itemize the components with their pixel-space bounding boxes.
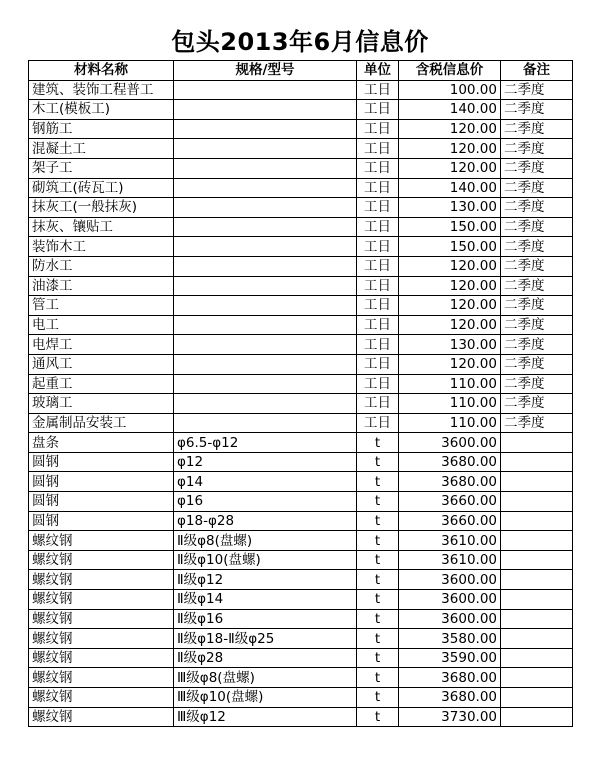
cell-unit: t [357, 590, 399, 610]
cell-spec: φ14 [174, 472, 357, 492]
cell-spec [174, 394, 357, 414]
cell-material-name: 圆钢 [29, 472, 174, 492]
cell-spec [174, 335, 357, 355]
cell-price: 3600.00 [399, 590, 501, 610]
table-header-row [29, 61, 573, 81]
cell-unit: 工日 [357, 276, 399, 296]
cell-spec: φ16 [174, 492, 357, 512]
cell-material-name: 螺纹钢 [29, 688, 174, 708]
cell-price: 150.00 [399, 237, 501, 257]
cell-note: 二季度 [501, 354, 573, 374]
cell-unit: 工日 [357, 296, 399, 316]
cell-unit: t [357, 511, 399, 531]
table-row [29, 119, 573, 139]
table-body [29, 80, 573, 727]
cell-spec [174, 100, 357, 120]
cell-price: 120.00 [399, 119, 501, 139]
cell-note: 二季度 [501, 178, 573, 198]
cell-material-name: 通风工 [29, 354, 174, 374]
cell-spec: Ⅱ级φ18-Ⅱ级φ25 [174, 629, 357, 649]
cell-spec [174, 217, 357, 237]
table-row [29, 590, 573, 610]
cell-material-name: 木工(模板工) [29, 100, 174, 120]
cell-material-name: 建筑、装饰工程普工 [29, 80, 174, 100]
cell-material-name: 金属制品安装工 [29, 413, 174, 433]
cell-price: 3660.00 [399, 492, 501, 512]
cell-material-name: 电工 [29, 315, 174, 335]
cell-note: 二季度 [501, 374, 573, 394]
cell-spec: Ⅱ级φ28 [174, 648, 357, 668]
cell-unit: t [357, 668, 399, 688]
table-row [29, 394, 573, 414]
cell-unit: t [357, 550, 399, 570]
cell-price: 3610.00 [399, 531, 501, 551]
cell-price: 3610.00 [399, 550, 501, 570]
cell-note: 二季度 [501, 315, 573, 335]
cell-note [501, 688, 573, 708]
cell-price: 140.00 [399, 100, 501, 120]
cell-spec: Ⅱ级φ12 [174, 570, 357, 590]
table-row [29, 296, 573, 316]
cell-note: 二季度 [501, 100, 573, 120]
cell-material-name: 油漆工 [29, 276, 174, 296]
table-row [29, 511, 573, 531]
cell-material-name: 起重工 [29, 374, 174, 394]
table-row [29, 413, 573, 433]
cell-unit: 工日 [357, 80, 399, 100]
cell-note [501, 472, 573, 492]
cell-price: 3680.00 [399, 688, 501, 708]
cell-price: 110.00 [399, 413, 501, 433]
cell-spec [174, 119, 357, 139]
cell-price: 120.00 [399, 276, 501, 296]
cell-unit: 工日 [357, 217, 399, 237]
cell-note [501, 433, 573, 453]
cell-spec [174, 354, 357, 374]
cell-material-name: 圆钢 [29, 452, 174, 472]
cell-note: 二季度 [501, 335, 573, 355]
cell-material-name: 螺纹钢 [29, 707, 174, 727]
cell-spec [174, 374, 357, 394]
column-header-price: 含税信息价 [399, 61, 501, 81]
table-row [29, 256, 573, 276]
cell-unit: 工日 [357, 413, 399, 433]
cell-material-name: 管工 [29, 296, 174, 316]
cell-unit: t [357, 492, 399, 512]
table-row [29, 178, 573, 198]
cell-note: 二季度 [501, 198, 573, 218]
cell-price: 3600.00 [399, 570, 501, 590]
cell-price: 3680.00 [399, 668, 501, 688]
cell-material-name: 螺纹钢 [29, 570, 174, 590]
cell-unit: 工日 [357, 119, 399, 139]
cell-spec [174, 276, 357, 296]
cell-unit: t [357, 688, 399, 708]
table-row [29, 100, 573, 120]
cell-note: 二季度 [501, 80, 573, 100]
table-row [29, 707, 573, 727]
cell-unit: 工日 [357, 139, 399, 159]
cell-note [501, 452, 573, 472]
cell-spec [174, 413, 357, 433]
cell-price: 120.00 [399, 256, 501, 276]
cell-note [501, 550, 573, 570]
table-row [29, 629, 573, 649]
cell-spec [174, 80, 357, 100]
cell-price: 120.00 [399, 315, 501, 335]
cell-note [501, 707, 573, 727]
cell-material-name: 砌筑工(砖瓦工) [29, 178, 174, 198]
cell-unit: 工日 [357, 100, 399, 120]
cell-note [501, 511, 573, 531]
cell-spec [174, 237, 357, 257]
table-row [29, 531, 573, 551]
cell-unit: t [357, 570, 399, 590]
cell-material-name: 装饰木工 [29, 237, 174, 257]
cell-unit: 工日 [357, 374, 399, 394]
cell-unit: 工日 [357, 237, 399, 257]
cell-unit: 工日 [357, 315, 399, 335]
cell-note: 二季度 [501, 237, 573, 257]
cell-material-name: 防水工 [29, 256, 174, 276]
cell-price: 3730.00 [399, 707, 501, 727]
cell-material-name: 螺纹钢 [29, 648, 174, 668]
cell-spec [174, 139, 357, 159]
cell-spec [174, 158, 357, 178]
cell-material-name: 螺纹钢 [29, 629, 174, 649]
cell-note: 二季度 [501, 394, 573, 414]
table-row [29, 217, 573, 237]
cell-unit: 工日 [357, 198, 399, 218]
table-row [29, 237, 573, 257]
table-row [29, 688, 573, 708]
cell-material-name: 螺纹钢 [29, 668, 174, 688]
cell-note [501, 668, 573, 688]
cell-spec [174, 198, 357, 218]
table-row [29, 570, 573, 590]
cell-spec: Ⅱ级φ16 [174, 609, 357, 629]
cell-material-name: 圆钢 [29, 492, 174, 512]
cell-unit: 工日 [357, 178, 399, 198]
cell-price: 3680.00 [399, 452, 501, 472]
table-row [29, 472, 573, 492]
cell-unit: t [357, 609, 399, 629]
cell-note: 二季度 [501, 296, 573, 316]
cell-material-name: 圆钢 [29, 511, 174, 531]
cell-note [501, 629, 573, 649]
cell-price: 140.00 [399, 178, 501, 198]
cell-price: 3600.00 [399, 433, 501, 453]
cell-material-name: 盘条 [29, 433, 174, 453]
cell-price: 130.00 [399, 335, 501, 355]
cell-spec [174, 256, 357, 276]
cell-note: 二季度 [501, 276, 573, 296]
cell-material-name: 螺纹钢 [29, 550, 174, 570]
column-header-note: 备注 [501, 61, 573, 81]
cell-price: 150.00 [399, 217, 501, 237]
table-row [29, 354, 573, 374]
cell-spec [174, 296, 357, 316]
table-row [29, 315, 573, 335]
cell-material-name: 螺纹钢 [29, 590, 174, 610]
cell-unit: 工日 [357, 335, 399, 355]
table-row [29, 335, 573, 355]
cell-note [501, 570, 573, 590]
cell-material-name: 电焊工 [29, 335, 174, 355]
table-row [29, 648, 573, 668]
cell-note [501, 590, 573, 610]
cell-spec: φ12 [174, 452, 357, 472]
cell-material-name: 抹灰工(一般抹灰) [29, 198, 174, 218]
cell-price: 120.00 [399, 139, 501, 159]
cell-price: 110.00 [399, 374, 501, 394]
cell-note [501, 492, 573, 512]
cell-material-name: 架子工 [29, 158, 174, 178]
cell-unit: 工日 [357, 256, 399, 276]
cell-unit: 工日 [357, 158, 399, 178]
table-row [29, 433, 573, 453]
cell-unit: t [357, 629, 399, 649]
cell-unit: 工日 [357, 394, 399, 414]
cell-price: 3590.00 [399, 648, 501, 668]
table-row [29, 80, 573, 100]
table-row [29, 198, 573, 218]
cell-price: 110.00 [399, 394, 501, 414]
page-title: 包头2013年6月信息价 [171, 28, 429, 56]
column-header-unit: 单位 [357, 61, 399, 81]
cell-material-name: 混凝土工 [29, 139, 174, 159]
cell-note: 二季度 [501, 158, 573, 178]
cell-unit: t [357, 472, 399, 492]
cell-price: 3660.00 [399, 511, 501, 531]
cell-unit: t [357, 531, 399, 551]
cell-price: 3680.00 [399, 472, 501, 492]
cell-note: 二季度 [501, 139, 573, 159]
cell-spec: Ⅲ级φ12 [174, 707, 357, 727]
table-row [29, 374, 573, 394]
cell-price: 100.00 [399, 80, 501, 100]
cell-spec: Ⅲ级φ8(盘螺) [174, 668, 357, 688]
cell-material-name: 钢筋工 [29, 119, 174, 139]
cell-note: 二季度 [501, 119, 573, 139]
table-row [29, 492, 573, 512]
cell-price: 130.00 [399, 198, 501, 218]
cell-price: 120.00 [399, 158, 501, 178]
price-table [28, 60, 573, 727]
cell-spec: φ18-φ28 [174, 511, 357, 531]
cell-unit: 工日 [357, 354, 399, 374]
cell-material-name: 玻璃工 [29, 394, 174, 414]
cell-spec: Ⅱ级φ8(盘螺) [174, 531, 357, 551]
cell-price: 3600.00 [399, 609, 501, 629]
cell-spec [174, 178, 357, 198]
cell-spec: Ⅲ级φ10(盘螺) [174, 688, 357, 708]
table-row [29, 452, 573, 472]
cell-note: 二季度 [501, 217, 573, 237]
cell-unit: t [357, 452, 399, 472]
cell-spec: φ6.5-φ12 [174, 433, 357, 453]
column-header-spec: 规格/型号 [174, 61, 357, 81]
cell-price: 120.00 [399, 354, 501, 374]
cell-material-name: 螺纹钢 [29, 531, 174, 551]
cell-unit: t [357, 707, 399, 727]
cell-material-name: 抹灰、镶贴工 [29, 217, 174, 237]
cell-note: 二季度 [501, 413, 573, 433]
cell-note: 二季度 [501, 256, 573, 276]
cell-spec: Ⅱ级φ14 [174, 590, 357, 610]
cell-price: 3580.00 [399, 629, 501, 649]
cell-note [501, 609, 573, 629]
table-row [29, 668, 573, 688]
table-row [29, 158, 573, 178]
table-row [29, 550, 573, 570]
cell-unit: t [357, 648, 399, 668]
cell-unit: t [357, 433, 399, 453]
cell-spec [174, 315, 357, 335]
cell-material-name: 螺纹钢 [29, 609, 174, 629]
table-row [29, 139, 573, 159]
cell-spec: Ⅱ级φ10(盘螺) [174, 550, 357, 570]
table-row [29, 276, 573, 296]
cell-price: 120.00 [399, 296, 501, 316]
column-header-name: 材料名称 [29, 61, 174, 81]
cell-note [501, 531, 573, 551]
table-row [29, 609, 573, 629]
cell-note [501, 648, 573, 668]
